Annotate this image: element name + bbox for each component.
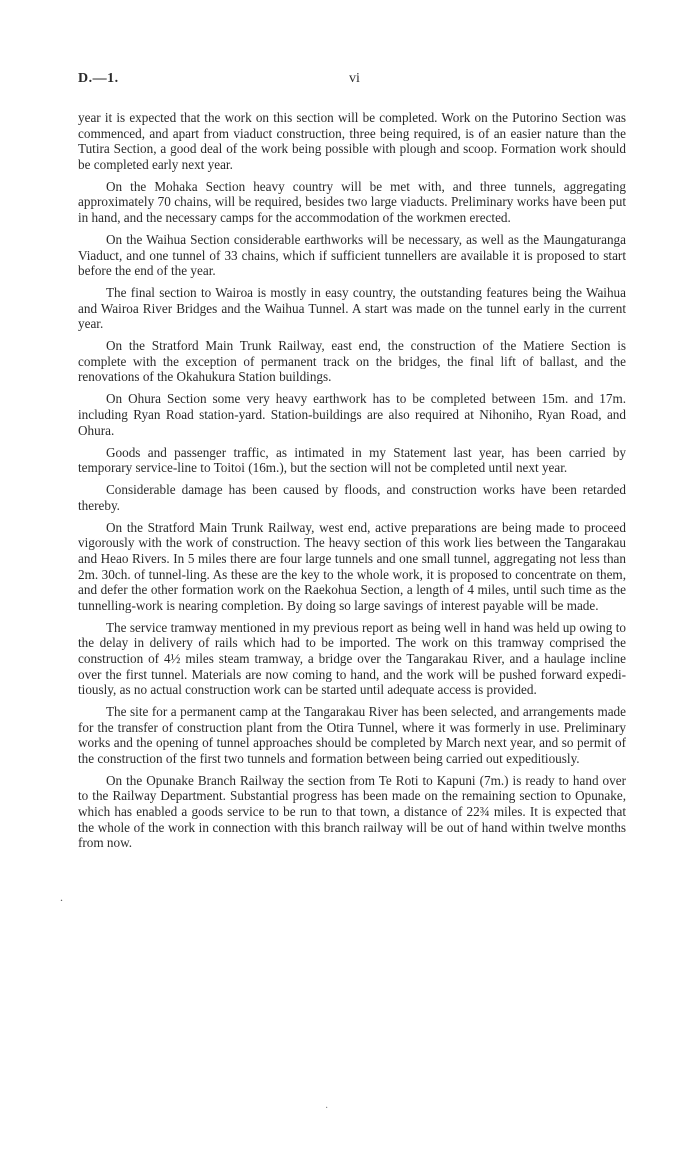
paragraph-goods-traffic: Goods and passenger traffic, as intimated in my Statement last year, has been carried by temporary service-line to Toitoi (16m.), but the section will not be completed until next year. [78, 444, 626, 476]
paragraph-opunake-branch: On the Opunake Branch Railway the section from Te Roti to Kapuni (7m.) is ready to hand over to the Railway Department. Substantial progress has been made on the remaining section to Opunake, which has enabled a goods service to be run to that town, a distance of 22¾ miles. It is expected that the whole of the work in connection with this branch railway will be out of hand within twelve months from now. [78, 772, 626, 851]
page-header [78, 71, 626, 93]
paragraph-matiere-section: On the Stratford Main Trunk Railway, east end, the construction of the Matiere Section is complete with the exception of permanent track on the bridges, the final lift of ballast, and the renovations of the Okahukura Station buildings. [78, 338, 626, 385]
page-number: vi [349, 71, 360, 86]
paragraph-permanent-camp: The site for a permanent camp at the Tangarakau River has been selected, and arrangements made for the transfer of construction plant from the Otira Tunnel, where it was formerly in use. Preliminary works and the opening of tunnel approaches should be completed by March next year, and so permit of the construction of the first two tunnels and formation between being carried out expeditiously. [78, 704, 626, 766]
paragraph-waihua-section: On the Waihua Section considerable earthworks will be necessary, as well as the Maungaturanga Viaduct, and one tunnel of 33 chains, which if sufficient tunnellers are available it is proposed to start before the end of the year. [78, 231, 626, 279]
paragraph-flood-damage: Considerable damage has been caused by floods, and construction works have been retarded thereby. [78, 482, 626, 513]
footer-mark: · [325, 1103, 329, 1114]
paragraph-west-end: On the Stratford Main Trunk Railway, west end, active preparations are being made to proceed vigorously with the work of construction. The heavy section of this work lies between the Tangarakau and Heao Rivers. In 5 miles there are four large tunnels and one small tunnel, aggregating not less than 2m. 30ch. of tunnel-ling. As these are the key to the whole work, it is proposed to concentrate on them, and defer the other formation work on the Raekohua Section, a length of 4 miles, until such time as the tunnelling-work is nearing completion. By doing so large savings of interest payable will be made. [78, 519, 626, 613]
body-text [78, 110, 626, 857]
paragraph-ohura-section: On Ohura Section some very heavy earthwork has to be completed between 15m. and 17m. including Ryan Road station-yard. Station-buildings are also required at Nihoniho, Ryan Road, and Ohura. [78, 391, 626, 438]
paragraph-continued: year it is expected that the work on this section will be completed. Work on the Putorino Section was commenced, and apart from viaduct construction, three being required, is of an easier nature than the Tutira Section, a good deal of the work being possible with plough and scoop. Formation work should be completed early next year. [78, 110, 626, 172]
paragraph-service-tramway: The service tramway mentioned in my previous report as being well in hand was held up owing to the delay in delivery of rails which had to be imported. The work on this tramway comprised the construction of 4½ miles steam tramway, a bridge over the Tangarakau River, and a haulage incline over the first tunnel. Materials are now coming to hand, and the work will be pushed forward expedi-tiously, as no actual construction work can be started until adequate access is provided. [78, 619, 626, 698]
paragraph-mohaka-section: On the Mohaka Section heavy country will be met with, and three tunnels, aggregating approximately 70 chains, will be required, besides two large viaducts. Preliminary works have been put in hand, and the necessary camps for the accommodation of the workmen erected. [78, 178, 626, 225]
document-id: D.—1. [78, 71, 119, 86]
margin-mark: . [60, 890, 63, 904]
paragraph-wairoa-section: The final section to Wairoa is mostly in easy country, the outstanding features being the Waihua and Wairoa River Bridges and the Waihua Tunnel. A start was made on the tunnel early in the current year. [78, 285, 626, 332]
